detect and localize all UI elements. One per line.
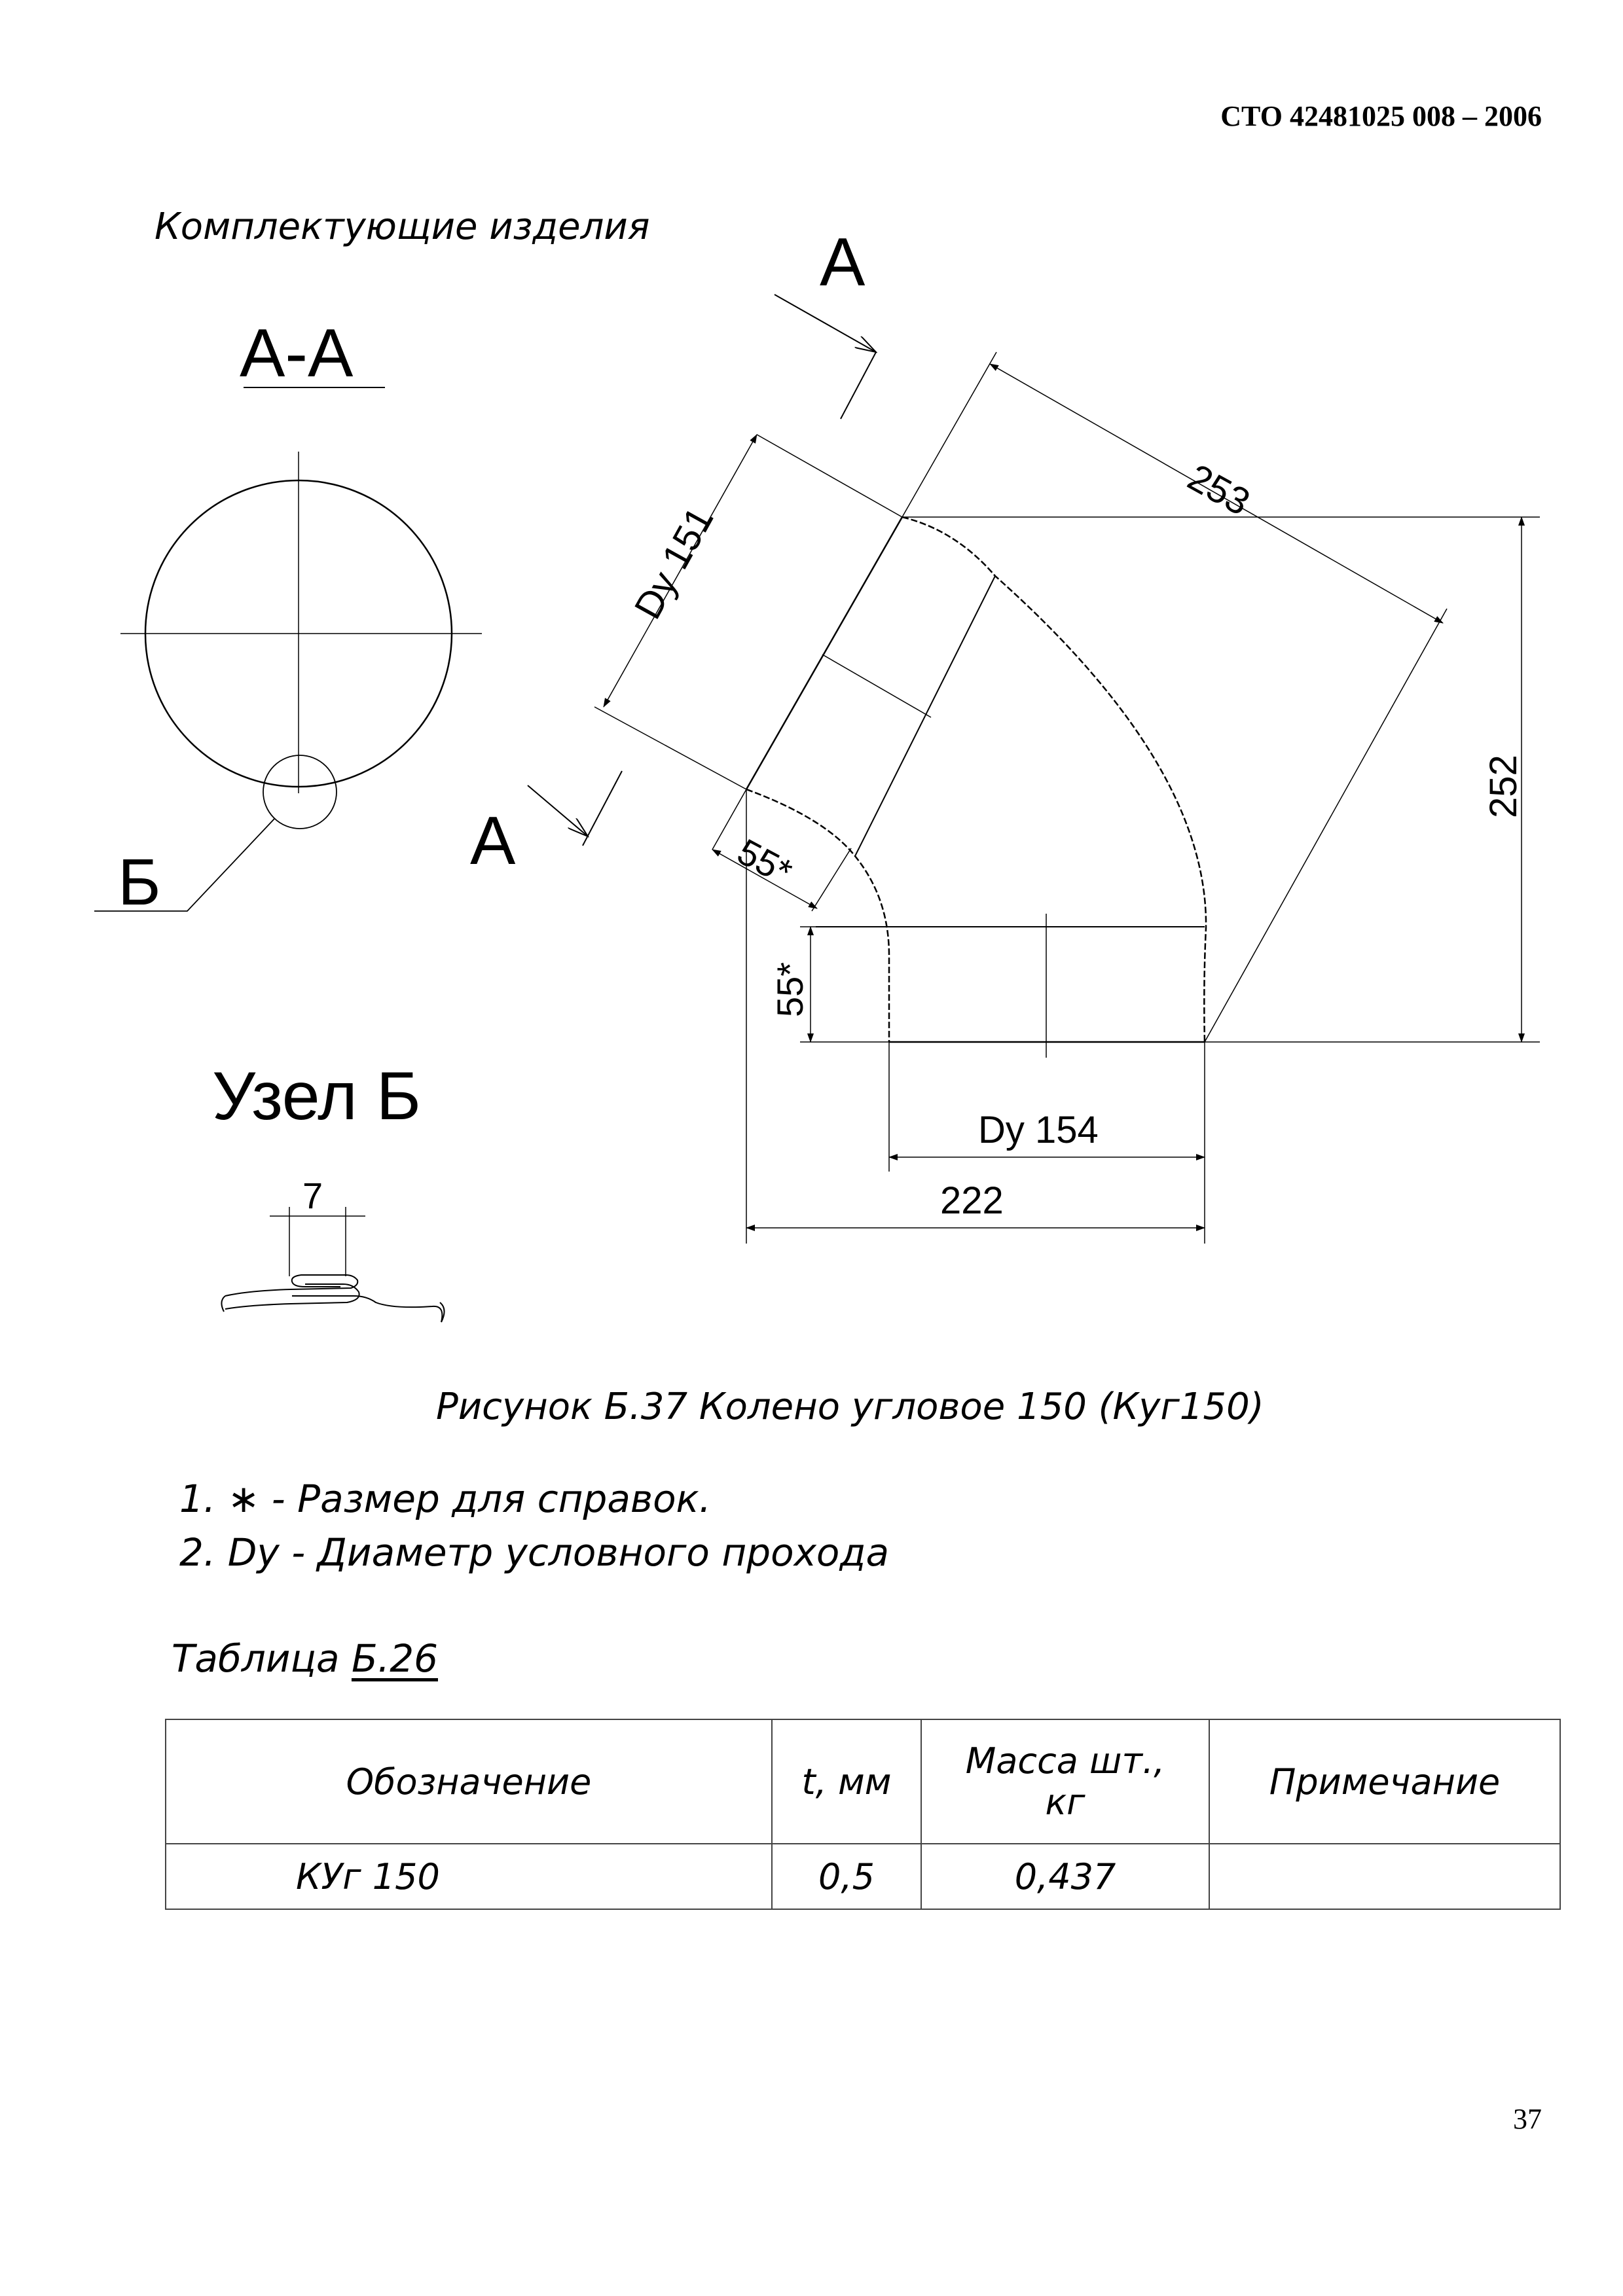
collar-line-top — [855, 576, 995, 856]
seam-profile — [225, 1275, 442, 1322]
cell-note — [1209, 1844, 1560, 1909]
section-arrow-top — [775, 295, 876, 352]
header-mass-line1: Масса шт., — [965, 1740, 1165, 1782]
figure-caption: Рисунок Б.37 Колено угловое 150 (Куг150) — [436, 1386, 1264, 1428]
spec-table — [165, 1719, 1561, 1910]
table-caption-prefix: Таблица — [172, 1636, 352, 1681]
inlet-axis-mark — [822, 655, 931, 717]
dimension-dy154: Dy 154 — [978, 1109, 1099, 1151]
table-header-row — [166, 1719, 1560, 1844]
elbow-inner-contour — [746, 789, 889, 1042]
detail-dimension-7: 7 — [302, 1175, 323, 1216]
header-designation: Обозначение — [166, 1719, 772, 1844]
table-row — [166, 1844, 1560, 1909]
section-title: Комплектующие изделия — [155, 206, 650, 248]
table-caption-number: Б.26 — [351, 1636, 438, 1681]
extension-dy151-b — [594, 707, 746, 789]
dimension-55-inlet: 55* — [731, 830, 799, 893]
seam-break-lines — [221, 1296, 444, 1322]
section-mark-bottom: А — [470, 803, 516, 879]
detail-callout-circle — [263, 755, 337, 829]
cell-mass: 0,437 — [921, 1844, 1209, 1909]
section-line-top — [841, 352, 876, 419]
extension-dy151-a — [757, 435, 902, 517]
header-mass-line2: кг — [1045, 1782, 1085, 1823]
section-arrow-bottom — [528, 785, 588, 836]
note-1: 1. ∗ - Размер для справок. — [179, 1477, 712, 1521]
elbow-outer-contour — [902, 517, 1206, 1042]
header-thickness: t, мм — [772, 1719, 921, 1844]
inlet-edge — [746, 517, 902, 789]
detail-title: Узел Б — [212, 1058, 421, 1134]
section-line-bottom — [583, 771, 622, 846]
section-view-label: А-А — [240, 315, 354, 391]
dimension-55-outlet: 55* — [769, 961, 811, 1017]
header-note: Примечание — [1209, 1719, 1560, 1844]
extension-253-a — [902, 352, 996, 517]
dimension-253: 253 — [1180, 456, 1257, 524]
extension-55a-a — [712, 789, 746, 850]
extension-253-b — [1205, 609, 1447, 1042]
header-mass — [921, 1719, 1209, 1844]
dimension-252: 252 — [1482, 755, 1525, 818]
document-code: СТО 42481025 008 – 2006 — [1220, 100, 1542, 132]
dimension-222: 222 — [940, 1179, 1004, 1222]
note-2: 2. Dy - Диаметр условного прохода — [179, 1530, 890, 1575]
page-number: 37 — [1513, 2103, 1542, 2135]
section-mark-top: А — [820, 224, 866, 300]
callout-label: Б — [118, 846, 161, 919]
dimension-dy151: Dy 151 — [626, 500, 722, 626]
cell-designation: КУг 150 — [166, 1844, 772, 1909]
extension-55a-b — [812, 848, 851, 911]
cell-thickness: 0,5 — [772, 1844, 921, 1909]
table-caption — [172, 1636, 438, 1681]
